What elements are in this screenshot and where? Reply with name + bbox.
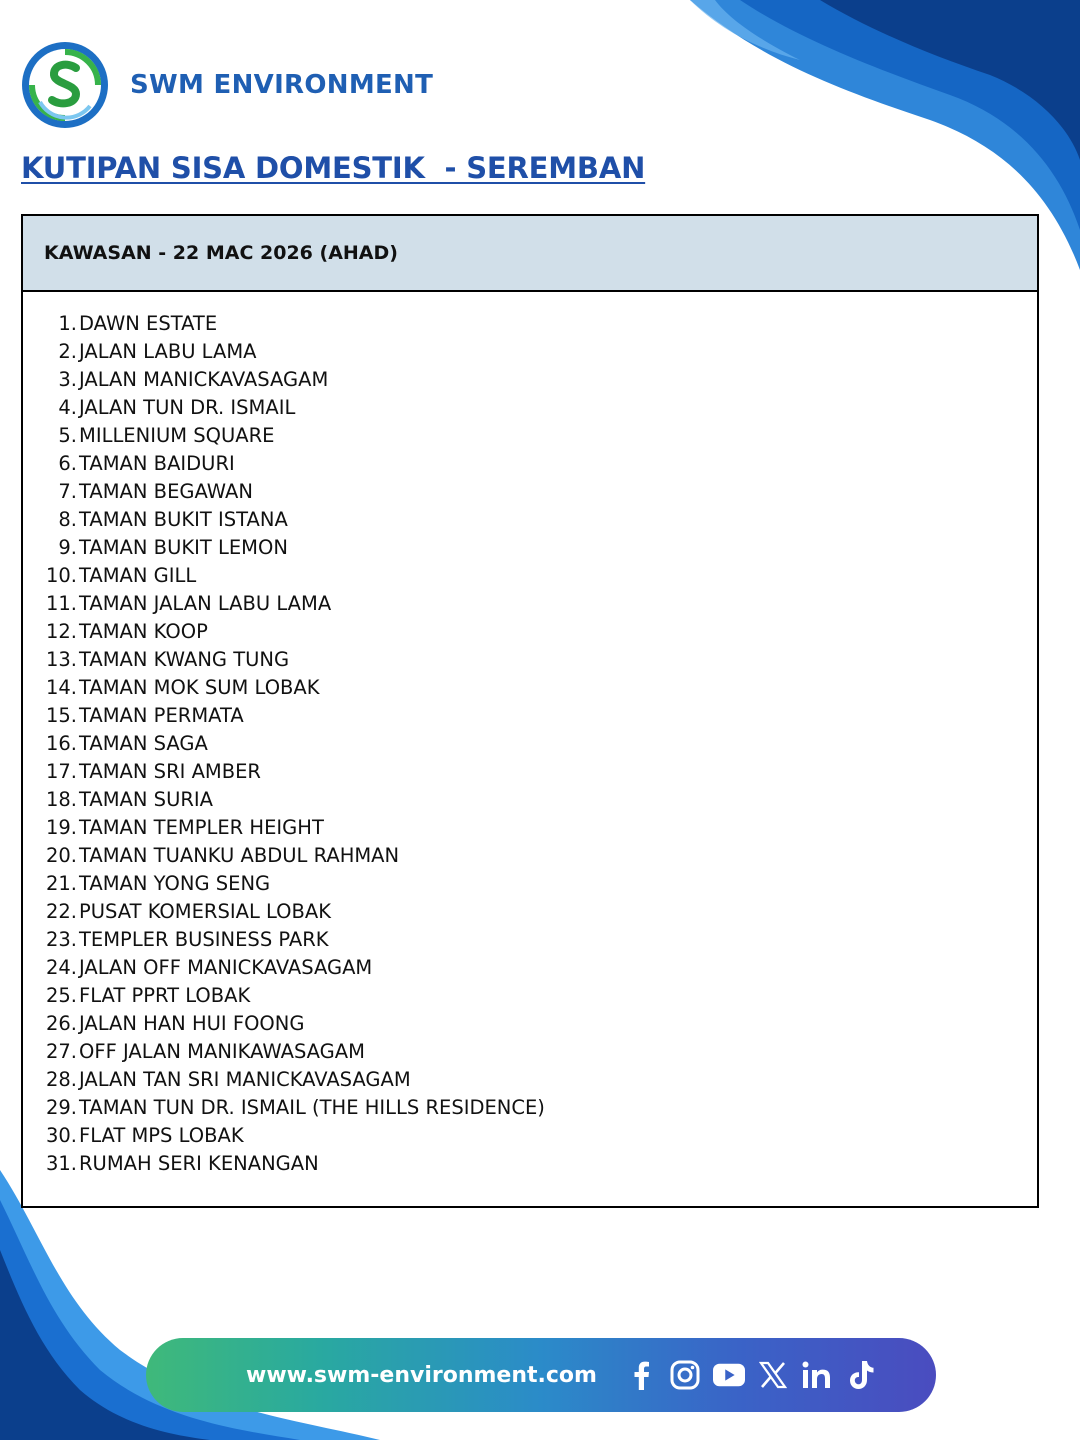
list-item (23, 1010, 1037, 1038)
item-name: TAMAN KWANG TUNG (79, 648, 290, 671)
item-name: FLAT PPRT LOBAK (79, 984, 251, 1007)
item-number: 19. (45, 816, 77, 839)
item-name: PUSAT KOMERSIAL LOBAK (79, 900, 332, 923)
social-links (625, 1359, 877, 1391)
item-number: 14. (45, 676, 77, 699)
list-item (23, 478, 1037, 506)
item-number: 5. (58, 424, 77, 447)
item-name: JALAN OFF MANICKAVASAGAM (79, 956, 373, 979)
item-number: 4. (58, 396, 77, 419)
item-name: JALAN MANICKAVASAGAM (79, 368, 329, 391)
list-item (23, 1038, 1037, 1066)
item-name: RUMAH SERI KENANGAN (79, 1152, 319, 1175)
schedule-box (21, 214, 1039, 1208)
list-item (23, 394, 1037, 422)
list-item (23, 758, 1037, 786)
page-title: KUTIPAN SISA DOMESTIK - SEREMBAN (21, 151, 646, 185)
list-item (23, 338, 1037, 366)
website-link[interactable]: www.swm-environment.com (246, 1362, 597, 1388)
schedule-header: KAWASAN - 22 MAC 2026 (AHAD) (23, 216, 1037, 292)
item-name: TAMAN SRI AMBER (79, 760, 261, 783)
item-name: DAWN ESTATE (79, 312, 218, 335)
list-item (23, 814, 1037, 842)
item-name: FLAT MPS LOBAK (79, 1124, 244, 1147)
list-item (23, 422, 1037, 450)
item-name: TAMAN PERMATA (79, 704, 244, 727)
item-number: 29. (45, 1096, 77, 1119)
item-name: TAMAN SAGA (79, 732, 208, 755)
item-name: TAMAN YONG SENG (79, 872, 271, 895)
item-name: TAMAN TUN DR. ISMAIL (THE HILLS RESIDENCE) (79, 1096, 545, 1119)
tiktok-icon[interactable] (845, 1359, 877, 1391)
item-number: 3. (58, 368, 77, 391)
item-name: TEMPLER BUSINESS PARK (79, 928, 329, 951)
list-item (23, 786, 1037, 814)
item-number: 17. (45, 760, 77, 783)
list-item (23, 898, 1037, 926)
item-name: TAMAN SURIA (79, 788, 213, 811)
item-number: 1. (58, 312, 77, 335)
list-item (23, 730, 1037, 758)
item-number: 7. (58, 480, 77, 503)
list-item (23, 870, 1037, 898)
item-number: 9. (58, 536, 77, 559)
item-name: TAMAN KOOP (79, 620, 208, 643)
item-number: 2. (58, 340, 77, 363)
list-item (23, 646, 1037, 674)
list-item (23, 366, 1037, 394)
item-name: JALAN TUN DR. ISMAIL (79, 396, 296, 419)
swm-logo-icon (20, 40, 110, 130)
item-number: 16. (45, 732, 77, 755)
item-name: TAMAN MOK SUM LOBAK (79, 676, 320, 699)
list-item (23, 618, 1037, 646)
item-name: TAMAN BUKIT LEMON (79, 536, 288, 559)
item-number: 20. (45, 844, 77, 867)
item-number: 28. (45, 1068, 77, 1091)
item-name: TAMAN GILL (79, 564, 197, 587)
list-item (23, 450, 1037, 478)
list-item (23, 1150, 1037, 1178)
item-name: TAMAN JALAN LABU LAMA (79, 592, 332, 615)
item-number: 26. (45, 1012, 77, 1035)
x-icon[interactable] (757, 1359, 789, 1391)
item-number: 11. (45, 592, 77, 615)
instagram-icon[interactable] (669, 1359, 701, 1391)
area-list (23, 292, 1037, 1178)
brand-name: SWM ENVIRONMENT (130, 70, 434, 100)
item-name: JALAN TAN SRI MANICKAVASAGAM (79, 1068, 411, 1091)
list-item (23, 506, 1037, 534)
item-number: 12. (45, 620, 77, 643)
item-number: 23. (45, 928, 77, 951)
list-item (23, 982, 1037, 1010)
item-name: JALAN HAN HUI FOONG (79, 1012, 305, 1035)
item-number: 21. (45, 872, 77, 895)
list-item (23, 1094, 1037, 1122)
item-name: TAMAN TUANKU ABDUL RAHMAN (79, 844, 400, 867)
item-number: 22. (45, 900, 77, 923)
item-name: TAMAN BAIDURI (79, 452, 235, 475)
item-number: 15. (45, 704, 77, 727)
item-name: TAMAN BEGAWAN (79, 480, 253, 503)
list-item (23, 590, 1037, 618)
item-name: TAMAN BUKIT ISTANA (79, 508, 288, 531)
list-item (23, 1122, 1037, 1150)
footer-bar (146, 1338, 936, 1412)
item-number: 18. (45, 788, 77, 811)
item-number: 25. (45, 984, 77, 1007)
list-item (23, 310, 1037, 338)
facebook-icon[interactable] (625, 1359, 657, 1391)
item-name: JALAN LABU LAMA (79, 340, 257, 363)
linkedin-icon[interactable] (801, 1359, 833, 1391)
item-number: 13. (45, 648, 77, 671)
list-item (23, 954, 1037, 982)
item-number: 8. (58, 508, 77, 531)
item-name: TAMAN TEMPLER HEIGHT (79, 816, 324, 839)
item-number: 31. (45, 1152, 77, 1175)
item-number: 10. (45, 564, 77, 587)
brand-logo (20, 40, 433, 130)
youtube-icon[interactable] (713, 1359, 745, 1391)
list-item (23, 562, 1037, 590)
list-item (23, 702, 1037, 730)
item-name: OFF JALAN MANIKAWASAGAM (79, 1040, 365, 1063)
item-number: 27. (45, 1040, 77, 1063)
list-item (23, 926, 1037, 954)
list-item (23, 842, 1037, 870)
list-item (23, 534, 1037, 562)
item-number: 6. (58, 452, 77, 475)
item-name: MILLENIUM SQUARE (79, 424, 275, 447)
list-item (23, 1066, 1037, 1094)
item-number: 24. (45, 956, 77, 979)
list-item (23, 674, 1037, 702)
item-number: 30. (45, 1124, 77, 1147)
